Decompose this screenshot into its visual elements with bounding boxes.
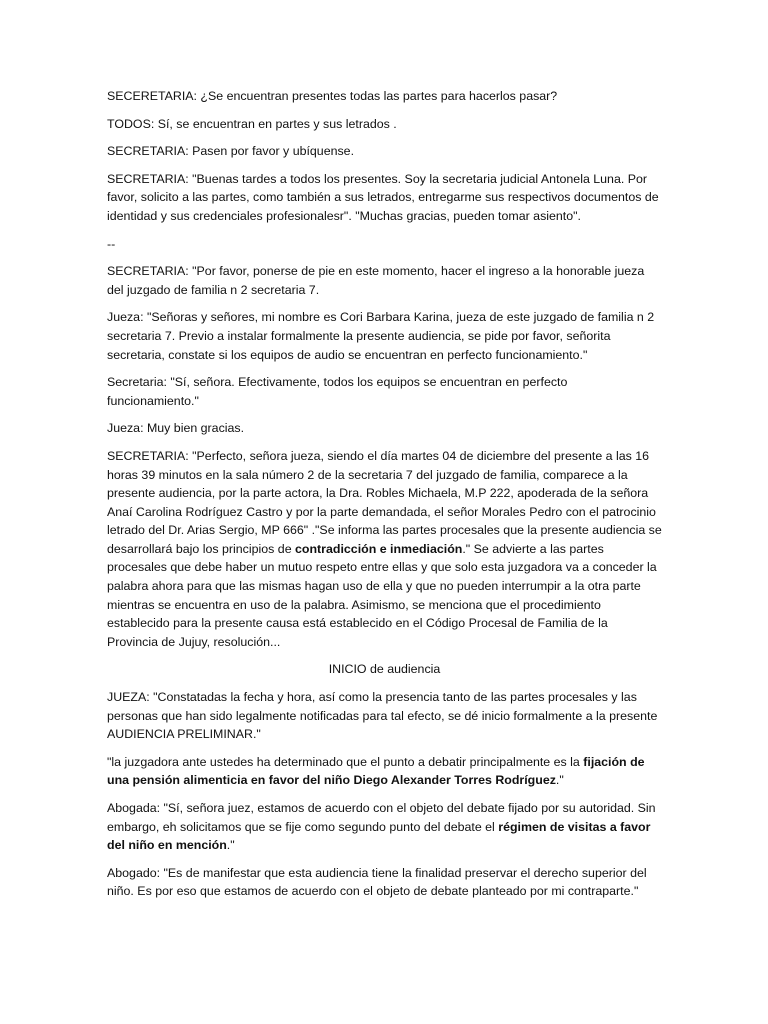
text-run: Jueza: "Señoras y señores, mi nombre es Cori Barbara Karina, jueza de este juzgado de familia n 2 secretaria 7. Previo a instalar formalmente la presente audiencia, se pide por favor, señorita secretaria, constate si los equipos de audio se encuentran en perfecto funcionamiento." (107, 310, 655, 362)
bold-text-run: fijación de una pensión alimenticia en favor del niño Diego Alexander Torres Rodríguez (107, 754, 645, 788)
bold-text-run: contradicción e inmediación (295, 541, 463, 556)
para-abogado-manifestar (107, 864, 662, 901)
text-run: ." Se advierte a las partes procesales que debe haber un mutuo respeto entre ellas y que solo esta juzgadora va a conceder la palabra ahora para que las mismas hagan uso de ella y que no pueden interrumpir a la otra parte mientras se encuentra en uso de la palabra. Asimismo, se menciona que el procedimiento establecido para la presente causa está establecido en el Código Procesal de Familia de la Provincia de Jujuy, resolución... (107, 541, 657, 649)
para-jueza-gracias (107, 419, 662, 438)
text-run: Abogado: "Es de manifestar que esta audiencia tiene la finalidad preservar el derecho superior del niño. Es por eso que estamos de acuerdo con el objeto de debate planteado por mi contraparte." (107, 865, 647, 899)
para-inicio-audiencia (107, 660, 662, 679)
para-secretaria-ponerse-de-pie (107, 262, 662, 299)
text-run: Jueza: Muy bien gracias. (107, 421, 245, 436)
text-run: SECRETARIA: Pasen por favor y ubíquense. (107, 144, 355, 159)
text-run: "la juzgadora ante ustedes ha determinado que el punto a debatir principalmente es la (107, 754, 584, 769)
para-jueza-constatadas (107, 688, 662, 744)
text-run: Abogada: "Sí, señora juez, estamos de acuerdo con el objeto del debate fijado por su autoridad. Sin embargo, eh solicitamos que se fije como segundo punto del debate el (107, 801, 656, 834)
text-run: SECRETARIA: "Por favor, ponerse de pie en este momento, hacer el ingreso a la honorable jueza del juzgado de familia n 2 secretaria 7. (107, 264, 645, 297)
text-run: Secretaria: "Sí, señora. Efectivamente, todos los equipos se encuentran en perfecto funcionamiento." (107, 375, 568, 408)
para-secretaria-presentes (107, 87, 662, 106)
para-todos-respuesta (107, 115, 662, 134)
bold-text-run: régimen de visitas a favor del niño en mención (107, 819, 651, 853)
para-secretaria-equipos (107, 373, 662, 410)
para-secretaria-pasen (107, 142, 662, 161)
text-run: SECRETARIA: "Perfecto, señora jueza, siendo el día martes 04 de diciembre del presente a las 16 horas 39 minutos en la sala número 2 de la secretaria 7 del juzgado de familia, comparece a la presente audiencia, por la parte actora, la Dra. Robles Michaela, M.P 222, apoderada de la señora Anaí Carolina Rodríguez Castro y por la parte demandada, el señor Morales Pedro con el patrocinio letrado del Dr. Arias Sergio, MP 666" ."Se informa las partes procesales que la presente audiencia se desarrollará bajo los principios de (107, 448, 662, 556)
text-run: SECRETARIA: "Buenas tardes a todos los presentes. Soy la secretaria judicial Antonela Luna. Por favor, solicito a las partes, como también a sus letrados, entregarme sus respectivos documentos de identidad y sus credenciales profesionalesr". "Muchas gracias, pueden tomar asiento". (107, 171, 659, 223)
text-run: SECERETARIA: ¿Se encuentran presentes todas las partes para hacerlos pasar? (107, 89, 558, 103)
text-run: -- (107, 236, 116, 251)
para-juzgadora-determinado (107, 753, 662, 790)
text-run: ." (555, 773, 564, 788)
para-secretaria-perfecto (107, 447, 662, 652)
document-page (107, 87, 662, 910)
para-jueza-presentacion (107, 308, 662, 364)
para-secretaria-buenas-tardes (107, 170, 662, 226)
text-run: ." (226, 838, 235, 853)
text-run: JUEZA: "Constatadas la fecha y hora, así como la presencia tanto de las partes procesales y las personas que han sido legalmente notificadas para tal efecto, se dé inicio formalmente a la presente AUDIENCIA PRELIMINAR." (107, 690, 658, 742)
para-abogada-acuerdo (107, 799, 662, 855)
para-separator (107, 235, 662, 254)
text-run: TODOS: Sí, se encuentran en partes y sus letrados . (107, 116, 397, 131)
text-run: INICIO de audiencia (328, 662, 441, 677)
